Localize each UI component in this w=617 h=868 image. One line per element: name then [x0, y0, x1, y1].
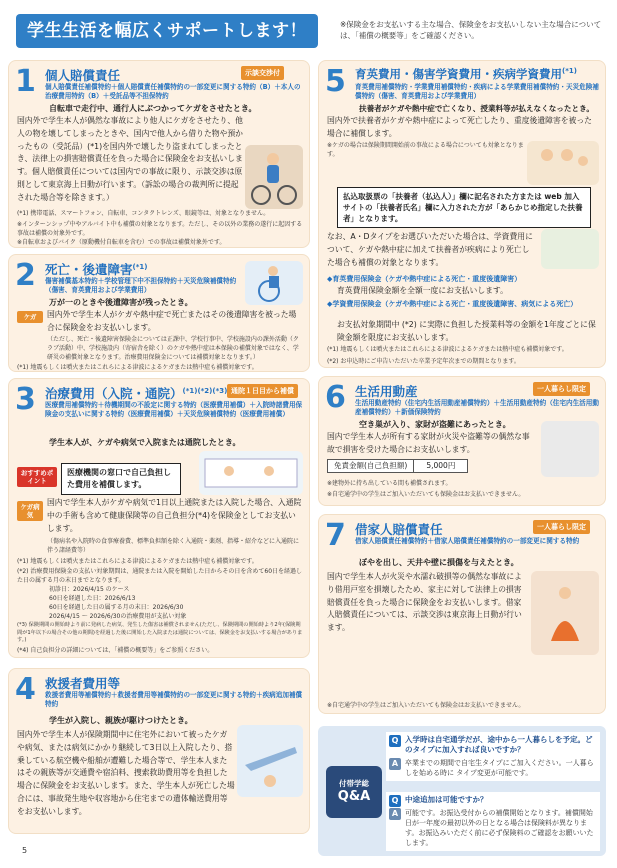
family-illustration — [527, 141, 599, 185]
card-subtitle: 生活用動産特約（住宅内生活用動産補償特約）＋生活用動産特約（住宅内生活用動産補償特約）＋新価保険特約 — [355, 399, 599, 416]
card-note-2: (*2) お申込時にご申告いただいた卒業予定年次までの期間となります。 — [327, 358, 520, 365]
kega-byoki-label: ケガ病気 — [17, 501, 43, 521]
q-icon: Q — [389, 795, 401, 807]
card-number: 2 — [15, 258, 36, 293]
point-box: 医療機関の窓口で自己負担した費用を補償します。 — [61, 463, 181, 495]
card-note-2: ※自宅通学中の学生はご加入いただいても保険金はお支払いできません。 — [327, 491, 525, 498]
example-3: 60日を経過した日の属する月の末日：2026/6/30 — [49, 604, 184, 611]
card-body-2: なお、A・Dタイプをお選びいただいた場合は、学資費用について、ケガや熱中症に加えて扶養者が疾病により死亡した場合も補償の対象となります。 — [327, 232, 533, 267]
card-note-1: (*1) 地震もしくは噴火またはこれらによる津波によるケガまたは熱中症も補償対象です。 — [17, 364, 258, 371]
ikuei-heading: ◆育英費用保険金（ケガや熱中症による死亡・重度後遺障害） — [327, 275, 522, 283]
card-ribbon: 扶養者がケガや熱中症で亡くなり、授業料等が払えなくなったとき。 — [359, 104, 594, 113]
card-note-4: (*4) 自己負担分の詳細については、「補償の概要等」をご参照ください。 — [17, 647, 214, 654]
example-1: 初診日：2026/4/15 のケース — [49, 586, 130, 593]
card-tag: 示談交渉付 — [241, 66, 284, 80]
burglar-illustration — [541, 421, 599, 477]
qa-tag — [326, 766, 382, 818]
card-death — [8, 254, 310, 372]
card-ribbon: 空き巣が入り、家財が盗難にあったとき。 — [359, 420, 511, 429]
qa-item-2 — [386, 792, 600, 851]
recommend-label: おすすめポイント — [17, 467, 57, 487]
card-body: 国内外で扶養者がケガや熱中症によって死亡したり、重度後遺障害を被った場合に補償します。 — [327, 116, 592, 138]
card-small-text: （ただし、死亡・後遺障害保険金については正課中、学校行事中、学校施設内の課外活動（クラブ活動）中、学校施設内（寄宿舎を除く）のケガや熱中症は本保険の補償対象ではなく、学研災の補償対象となります。治療費用保険金については補償対象となります。） — [47, 336, 299, 361]
card-tag: 通院１日目から補償 — [227, 384, 298, 398]
card-subtitle: 傷害補償基本特約＋学校管理下中不担保特約＋天災危険補償特約（傷害、育英費用および学業費用） — [45, 277, 237, 294]
card-medical — [8, 378, 310, 658]
card-body: 国内で学生本人がケガや病気で1日以上通院または入院した場合、入通院中の手術も含めて健康保険等の自己負担分(*4)を保険金としてお支払いします。 — [47, 498, 302, 533]
card-note-3: ※自転車およびバイク（原動機付自転車を含む）での事故は補償対象外です。 — [17, 239, 226, 246]
card-body: 国内外で学生本人が保険期間中に住宅外において被ったケガや病気、または病気にかかり継続して3日以上入院したり、搭乗している航空機や船舶が遭難した場合等で、学生本人またはその親族等が交通費や宿泊料、捜索救助費用等を負担した場合に保険金をお支払いします。また、学生本人が死亡した場合には、事故発生地や収容地から住宅までの遺体輸送費用等をお支払いします。 — [17, 730, 235, 816]
card-tag: 一人暮らし限定 — [533, 382, 590, 396]
card-subtitle: 個人賠償責任補償特約＋個人賠償責任補償特約の一部変更に関する特約（B）＋本人の治療費用特約（B）＋受託品等不担保特約 — [45, 83, 301, 100]
card-number: 4 — [15, 672, 36, 707]
card-title: 救援者費用等 — [45, 676, 121, 691]
fire-illustration — [531, 571, 599, 655]
card-note-1: (*1) 携帯電話、スマートフォン、自転車、コンタクトレンズ、眼鏡等は、対象となりません。 — [17, 210, 270, 217]
card-small-text: ※ケガの場合は保険期間開始前の事故による場合についても対象となります。 — [327, 142, 524, 158]
card-ribbon: 学生本人が、ケガや病気で入院または通院したとき。 — [49, 438, 241, 447]
card-small-text: （傷病名や入院時の食事療養費、標準負担額を除く入通院・薬剤、指導・紹介などに入通院に伴う諸経費等） — [47, 538, 300, 554]
airplane-illustration — [237, 725, 303, 797]
question-2: 中途追加は可能ですか？ — [405, 795, 488, 804]
card-note-3: (*3) 保険期間の開始時より前に発病した病気、発生した傷害は補償されません(ただし、保険期間の開始時より2年(保険期間が1年以下の場合その他の期間)を経過した後に開始した入院または通院については、保険金をお支払いする場合があります。) — [17, 622, 303, 643]
header-note: ※保険金をお支払いする主な場合、保険金をお支払いしない主な場合については、「補償の概要等」をご確認ください。 — [340, 20, 602, 40]
deductible-value: 5,000円 — [426, 461, 456, 470]
card-number: 5 — [325, 64, 346, 99]
card-note-2: (*2) 治療費用保険金の支払い対象期間は、通院または入院を開始した日からその日を含めて60日を経過した日の属する月の末日までとなります。 — [17, 568, 303, 584]
card-note-1: (*1) 地震もしくは噴火またはこれらによる津波によるケガまたは熱中症も補償対象です。 — [327, 346, 568, 353]
card-number: 7 — [325, 518, 346, 553]
card-body: 国内外で学生本人がケガや熱中症で死亡またはその後遺障害を被った場合に保険金をお支払いします。 — [47, 310, 297, 332]
card-ribbon: 学生が入院し、親族が駆けつけたとき。 — [49, 716, 193, 725]
gakushi-heading: ◆学資費用保険金（ケガや熱中症による死亡・重度後遺障害、病気による死亡） — [327, 300, 578, 308]
page-number: 5 — [22, 846, 28, 855]
deductible-label: 免責金額(自己負担額) — [328, 460, 414, 472]
card-subtitle: 医療費用補償特約＋待機期間の不設定に関する特約（医療費用補償）＋入院時諸費用保険金の支払いに関する特約（医療費用補償）＋天災危険補償特約（医療費用補償） — [45, 401, 303, 418]
deductible-table — [327, 459, 468, 473]
card-ribbon: ぼやを出し、天井や壁に損傷を与えたとき。 — [359, 558, 519, 567]
card-title: 育英費用・傷害学資費用・疾病学資費用$^{(*1)}$ — [355, 67, 577, 81]
example-2: 60日を経過した日：2026/6/13 — [49, 595, 136, 602]
cyclist-illustration — [245, 145, 303, 209]
card-tenant — [318, 514, 606, 714]
card-title: 個人賠償責任 — [45, 68, 121, 83]
a-icon: A — [389, 808, 401, 820]
qa-item-1 — [386, 732, 600, 781]
payer-box: 払込取扱票の「扶養者（払込人）」欄に記名された方または web 加入サイトの「扶養者氏名」欄に入力された方が「あらかじめ指定した扶養者」となります。 — [337, 187, 591, 228]
kega-label: ケガ — [17, 311, 43, 323]
example-4: 2026/4/15 ～ 2026/6/30の治療費用が支払い対象 — [49, 613, 187, 620]
card-number: 3 — [15, 382, 36, 417]
card-title: 生活用動産 — [355, 384, 418, 399]
card-title: 治療費用（入院・通院）$^{(*1)(*2)(*3)}$ — [45, 386, 228, 401]
card-ribbon: 万が一のときや後遺障害が残ったとき。 — [49, 298, 193, 307]
card-note-1: ※建物外に持ち出している間も補償されます。 — [327, 480, 452, 487]
card-number: 1 — [15, 64, 36, 99]
gakushi-desc: お支払対象期間中 (*2) に実際に負担した授業料等の金額を1年度ごとに保険金額を限度にお支払いします。 — [337, 320, 596, 342]
card-tag: 一人暮らし限定 — [533, 520, 590, 534]
clinic-illustration — [199, 451, 303, 495]
card-household — [318, 376, 606, 506]
ikuei-desc: 育英費用保険金額を全額一度にお支払いします。 — [337, 286, 508, 295]
card-subtitle: 育英費用補償特約・学業費用補償特約・疾病による学業費用補償特約・天災危険補償特約（傷害、育英費用および学業費用） — [355, 83, 599, 100]
card-ribbon: 自転車で走行中、通行人にぶつかってケガをさせたとき。 — [49, 104, 257, 113]
card-number: 6 — [325, 380, 346, 415]
q-icon: Q — [389, 735, 401, 747]
card-note-1: ※自宅通学中の学生はご加入いただいても保険金はお支払いできません。 — [327, 702, 525, 709]
card-title: 借家人賠償責任 — [355, 522, 443, 537]
card-subtitle: 救援者費用等補償特約＋救援者費用等補償特約の一部変更に関する特約＋疾病追加補償特約 — [45, 691, 303, 708]
card-body: 国内で学生本人が火災や水濡れ破損等の偶然な事故により借用戸室を損壊したため、家主に対して法律上の損害賠償責任を負った場合に保険金をお支払いします。借家人賠償責任については、示談交渉は東京海上日動が行います。 — [327, 572, 522, 633]
card-subtitle: 借家人賠償責任補償特約＋借家人賠償責任補償特約の一部変更に関する特約 — [355, 537, 580, 545]
qa-tag-line1: 付帯学総 — [339, 779, 369, 788]
card-title: 死亡・後遺障害$^{(*1)}$ — [45, 262, 148, 277]
plant-illustration — [541, 229, 599, 269]
card-body: 国内外で学生本人が偶然な事故により他人にケガをさせたり、他人の物を壊してしまったときや、国内で他人から借りた物や預かったもの（受託品）(*1)を国内外で壊したり盗まれてしまったとき、法律上の損害賠償責任を負った場合に保険金をお支払いします。個人賠償責任については国内での事故に限り、示談交渉は原則として東京海上日動が行います。（訴訟の場合の裁判所に提起された場合等を除きます。） — [17, 116, 243, 202]
card-rescuer — [8, 668, 310, 834]
qa-tag-line2: Q&A — [337, 789, 371, 804]
wheelchair-illustration — [245, 261, 303, 305]
card-education — [318, 60, 606, 368]
qa-panel — [318, 726, 606, 856]
answer-2: 可能です。お振込受付からの補償開始となります。補償開始日が一年度の最初以外の日となる場合は保険料が異なります。お振込みいただく前に必ず保険料のご確認をお願いいたします。 — [405, 809, 594, 847]
card-note-1: (*1) 地震もしくは噴火またはこれらによる津波によるケガまたは熱中症も補償対象です。 — [17, 558, 258, 565]
card-note-2: ※インターンシップ中やアルバイト中も補償の対象となります。ただし、その以外の業務の遂行に起因する事故は補償の対象外です。 — [17, 221, 303, 237]
question-1: 入学時は自宅通学だが、途中から一人暮らしを予定。どのタイプに加入すれば良いですか？ — [405, 735, 593, 754]
card-body: 国内で学生本人が所有する家財が火災や盗難等の偶然な事故で損害を受けた場合にお支払いします。 — [327, 432, 530, 454]
page-title: 学生生活を幅広くサポートします！ — [16, 14, 318, 48]
answer-1: 卒業までの期間で自宅生タイプにご加入ください。一人暮らしを始める時に タイプ変更が可能です。 — [405, 759, 594, 777]
a-icon: A — [389, 758, 401, 770]
card-liability — [8, 60, 310, 248]
